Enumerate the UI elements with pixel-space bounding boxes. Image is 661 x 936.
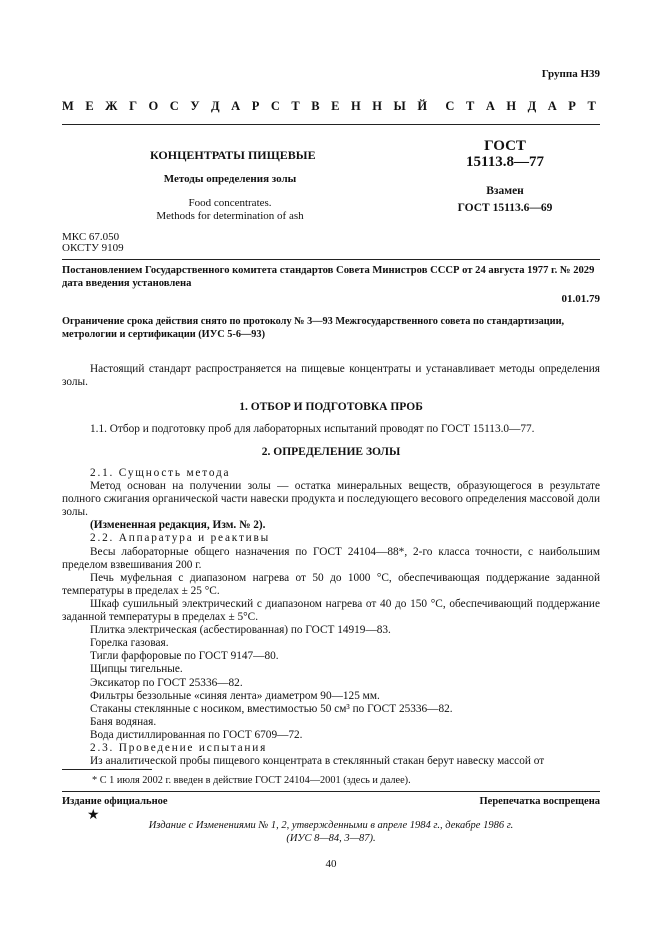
doc-title-en-2: Methods for determination of ash bbox=[156, 210, 304, 222]
section-2-body bbox=[62, 467, 600, 768]
equipment-item: Горелка газовая. bbox=[90, 637, 169, 650]
clause-2-2-head: 2.2. Аппаратура и реактивы bbox=[90, 532, 271, 545]
banner-right: С Т А Н Д А Р Т bbox=[445, 99, 600, 113]
oksty-code: ОКСТУ 9109 bbox=[62, 242, 124, 254]
footnote: * С 1 июля 2002 г. введен в действие ГОСТ 24104—2001 (здесь и далее). bbox=[92, 775, 411, 786]
restriction-note: Ограничение срока действия снято по протоколу № 3—93 Межгосударственного совета по стандартизации, метрологии и сертификации (ИУС 5-6—93) bbox=[62, 316, 565, 340]
footnote-rule bbox=[62, 769, 152, 770]
page-number: 40 bbox=[325, 858, 337, 870]
clause-2-3-head: 2.3. Проведение испытания bbox=[90, 741, 268, 754]
group-code: Группа Н39 bbox=[541, 68, 600, 80]
decree-text: Постановлением Государственного комитета стандартов Совета Министров СССР от 24 августа 1977 г. № 2029 дата введения установлена bbox=[62, 265, 595, 289]
equipment-item: Плитка электрическая (асбестированная) по ГОСТ 14919—83. bbox=[90, 624, 391, 637]
header-rule bbox=[62, 124, 600, 125]
gost-number: 15113.8—77 bbox=[466, 154, 544, 170]
equipment-item: Шкаф сушильный электрический с диапазоном нагрева от 40 до 150 °С, обеспечивающий поддержание заданной температуры в пределах ± 5°С. bbox=[62, 597, 600, 624]
doc-subtitle: Методы определения золы bbox=[163, 173, 297, 185]
edition-note-1: Издание с Изменениями № 1, 2, утвержденными в апреле 1984 г., декабре 1986 г. bbox=[148, 820, 514, 831]
replaces-label: Взамен bbox=[486, 185, 524, 197]
gost-label: ГОСТ bbox=[484, 138, 526, 154]
doc-title-en-1: Food concentrates. bbox=[188, 197, 272, 209]
replaces-gost: ГОСТ 15113.6—69 bbox=[457, 202, 553, 214]
equipment-item: Фильтры беззольные «синяя лента» диаметром 90—125 мм. bbox=[90, 689, 380, 702]
section-1-body bbox=[62, 423, 600, 436]
clause-2-1-text: Метод основан на получении золы — остатка минеральных веществ, образующегося в результате полного сжигания органической части навески продукта и последующего весового определения массовой доли золы. bbox=[62, 480, 600, 519]
equipment-item: Эксикатор по ГОСТ 25336—82. bbox=[90, 676, 243, 689]
equipment-item: Печь муфельная с диапазоном нагрева от 50 до 1000 °С, обеспечивающая поддержание заданной температуры в пределах ± 25 °С. bbox=[62, 571, 600, 597]
equipment-item: Стаканы стеклянные с носиком, вместимостью 50 см³ по ГОСТ 25336—82. bbox=[90, 702, 453, 715]
intro-paragraph: Настоящий стандарт распространяется на пищевые концентраты и устанавливает методы определения золы. bbox=[62, 363, 600, 389]
banner-left: М Е Ж Г О С У Д А Р С Т В Е Н Н Ы Й bbox=[62, 99, 432, 113]
section-1-title: 1. ОТБОР И ПОДГОТОВКА ПРОБ bbox=[239, 401, 423, 413]
equipment-item: Вода дистиллированная по ГОСТ 6709—72. bbox=[90, 728, 303, 741]
mks-code: МКС 67.050 bbox=[62, 231, 120, 243]
equipment-item: Весы лабораторные общего назначения по ГОСТ 24104—88*, 2-го класса точности, с наибольшим пределом взвешивания 200 г. bbox=[62, 545, 600, 571]
star-icon: ★ bbox=[87, 808, 100, 823]
equipment-item: Щипцы тигельные. bbox=[90, 663, 183, 676]
reprint-notice: Перепечатка воспрещена bbox=[479, 796, 600, 807]
title-rule bbox=[62, 259, 600, 260]
effective-date: 01.01.79 bbox=[561, 293, 600, 305]
equipment-item: Тигли фарфоровые по ГОСТ 9147—80. bbox=[90, 650, 279, 663]
footer-rule bbox=[62, 791, 600, 792]
clause-2-3-text: Из аналитической пробы пищевого концентрата в стеклянный стакан берут навеску массой от bbox=[90, 755, 545, 768]
clause-2-1-head: 2.1. Сущность метода bbox=[90, 467, 231, 479]
clause-1-1: 1.1. Отбор и подготовку проб для лабораторных испытаний проводят по ГОСТ 15113.0—77. bbox=[90, 423, 535, 435]
doc-title: КОНЦЕНТРАТЫ ПИЩЕВЫЕ bbox=[150, 148, 316, 162]
section-2-title: 2. ОПРЕДЕЛЕНИЕ ЗОЛЫ bbox=[261, 446, 401, 458]
official-edition: Издание официальное bbox=[62, 796, 168, 807]
intro bbox=[62, 363, 600, 389]
equipment-item: Баня водяная. bbox=[90, 715, 157, 728]
edition-note-2: (ИУС 8—84, 3—87). bbox=[286, 833, 376, 844]
clause-2-1-revision: (Измененная редакция, Изм. № 2). bbox=[90, 519, 266, 532]
